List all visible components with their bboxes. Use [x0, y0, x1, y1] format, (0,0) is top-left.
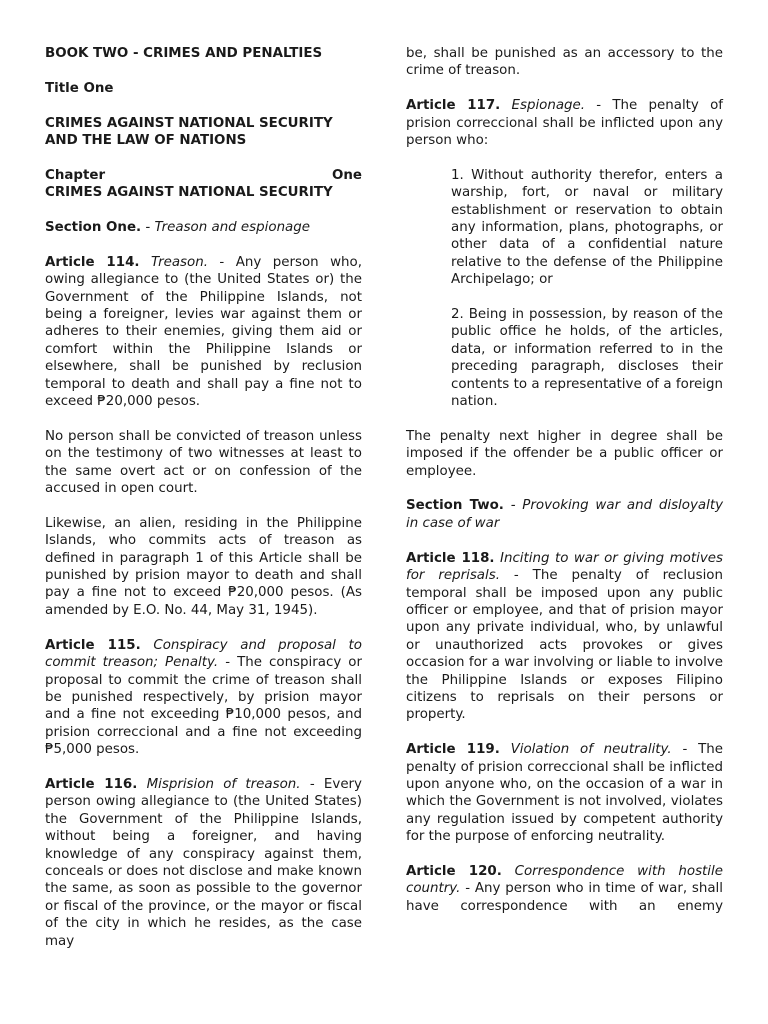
article-text: - Any person who in time of war, shall have correspondence with an enemy: [406, 881, 723, 914]
article-label: Article 116.: [45, 776, 138, 792]
article-label: Article 114.: [45, 254, 140, 270]
chapter-line: [45, 167, 362, 184]
chapter-number: One: [332, 167, 362, 183]
article-title: Treason.: [139, 254, 208, 270]
chapter-word: Chapter: [45, 167, 106, 183]
article-text: - Every person owing allegiance to (the United States) the Government of the Philippine Islands, without being a foreigner, and having knowledge of any conspiracy against them, conceals or does not disclose and make known the same, as soon as possible to the governor or fiscal of the province, or the mayor or fiscal of the city in which he resides, as the case may: [45, 776, 362, 949]
right-column: [406, 45, 723, 933]
book-heading: BOOK TWO - CRIMES AND PENALTIES: [45, 46, 323, 61]
section-two-heading: [406, 497, 723, 532]
article-label: Article 118.: [406, 550, 495, 566]
article-114-paragraph-2: No person shall be convicted of treason unless on the testimony of two witnesses at least to the same overt act or on confession of the accused in open court.: [45, 428, 362, 497]
article-116: [45, 776, 362, 950]
article-117-item-1: 1. Without authority therefor, enters a warship, fort, or naval or military establishment or reservation to obtain any information, plans, photographs, or other data of a confidential nature relative to the defense of the Philippine Archipelago; or: [451, 167, 723, 288]
title-heading: Title One: [45, 80, 114, 96]
article-label: Article 117.: [406, 98, 501, 114]
section-one-heading: [45, 219, 362, 236]
article-title: Correspondence with hostile country.: [406, 863, 723, 897]
article-title: Conspiracy and proposal to commit treason; Penalty.: [45, 637, 362, 671]
article-title: Espionage.: [500, 98, 586, 114]
section-title: - Provoking war and disloyalty in case of war: [406, 498, 723, 531]
article-text: - Any person who, owing allegiance to (the United States or) the Government of the Philippine Islands, not being a foreigner, levies war against them or adheres to their enemies, giving them aid or comfort within the Philippine Islands or elsewhere, shall be punished by reclusion temporal to death and shall pay a fine not to exceed ₱20,000 pesos.: [45, 254, 362, 410]
left-column: [45, 45, 362, 967]
article-title: Inciting to war or giving motives for reprisals.: [406, 550, 723, 584]
article-115: [45, 637, 362, 759]
article-117-paragraph-2: The penalty next higher in degree shall be imposed if the offender be a public officer or employee.: [406, 428, 723, 479]
article-text: - The penalty of prision correccional shall be inflicted upon any person who:: [406, 98, 723, 149]
article-117-item-2: 2. Being in possession, by reason of the public office he holds, of the articles, data, or information referred to in the preceding paragraph, discloses their contents to a representative of a foreign nation.: [451, 307, 723, 410]
article-117: [406, 97, 723, 149]
chapter-name: CRIMES AGAINST NATIONAL SECURITY: [45, 185, 333, 201]
section-label: Section One.: [45, 220, 142, 235]
chapter-heading: [45, 167, 362, 202]
article-label: Article 119.: [406, 742, 500, 758]
article-114: [45, 254, 362, 411]
article-114-paragraph-3: Likewise, an alien, residing in the Philippine Islands, who commits acts of treason as defined in paragraph 1 of this Article shall be punished by prision mayor to death and shall pay a fine not to exceed ₱20,000 pesos. (As amended by E.O. No. 44, May 31, 1945).: [45, 515, 362, 618]
section-label: Section Two.: [406, 498, 504, 514]
article-120: [406, 863, 723, 915]
article-label: Article 115.: [45, 637, 141, 653]
article-label: Article 120.: [406, 863, 502, 879]
title-name-heading: CRIMES AGAINST NATIONAL SECURITY AND THE LAW OF NATIONS: [45, 115, 333, 148]
section-title: - Treason and espionage: [141, 220, 310, 235]
article-title: Violation of neutrality.: [499, 742, 672, 758]
article-text: - The penalty of reclusion temporal shall be imposed upon any public officer or employee, and that of prision mayor upon any private individual, who, by unlawful or unauthorized acts provokes or gives occasion for a war involving or liable to involve the Philippine Islands or exposes Filipino citizens to reprisals on their persons or property.: [406, 568, 723, 723]
article-118: [406, 550, 723, 724]
article-text: - The conspiracy or proposal to commit the crime of treason shall be punished respectively, by prision mayor and a fine not exceeding ₱10,000 pesos, and prision correccional and a fine not exceeding ₱5,000 pesos.: [45, 655, 362, 758]
article-116-continuation: be, shall be punished as an accessory to the crime of treason.: [406, 46, 723, 79]
article-text: - The penalty of prision correccional shall be inflicted upon anyone who, on the occasion of a war in which the Government is not involved, violates any regulation issued by competent authority for the purpose of enforcing neutrality.: [406, 742, 723, 845]
article-title: Misprision of treason.: [137, 776, 301, 792]
article-119: [406, 741, 723, 845]
